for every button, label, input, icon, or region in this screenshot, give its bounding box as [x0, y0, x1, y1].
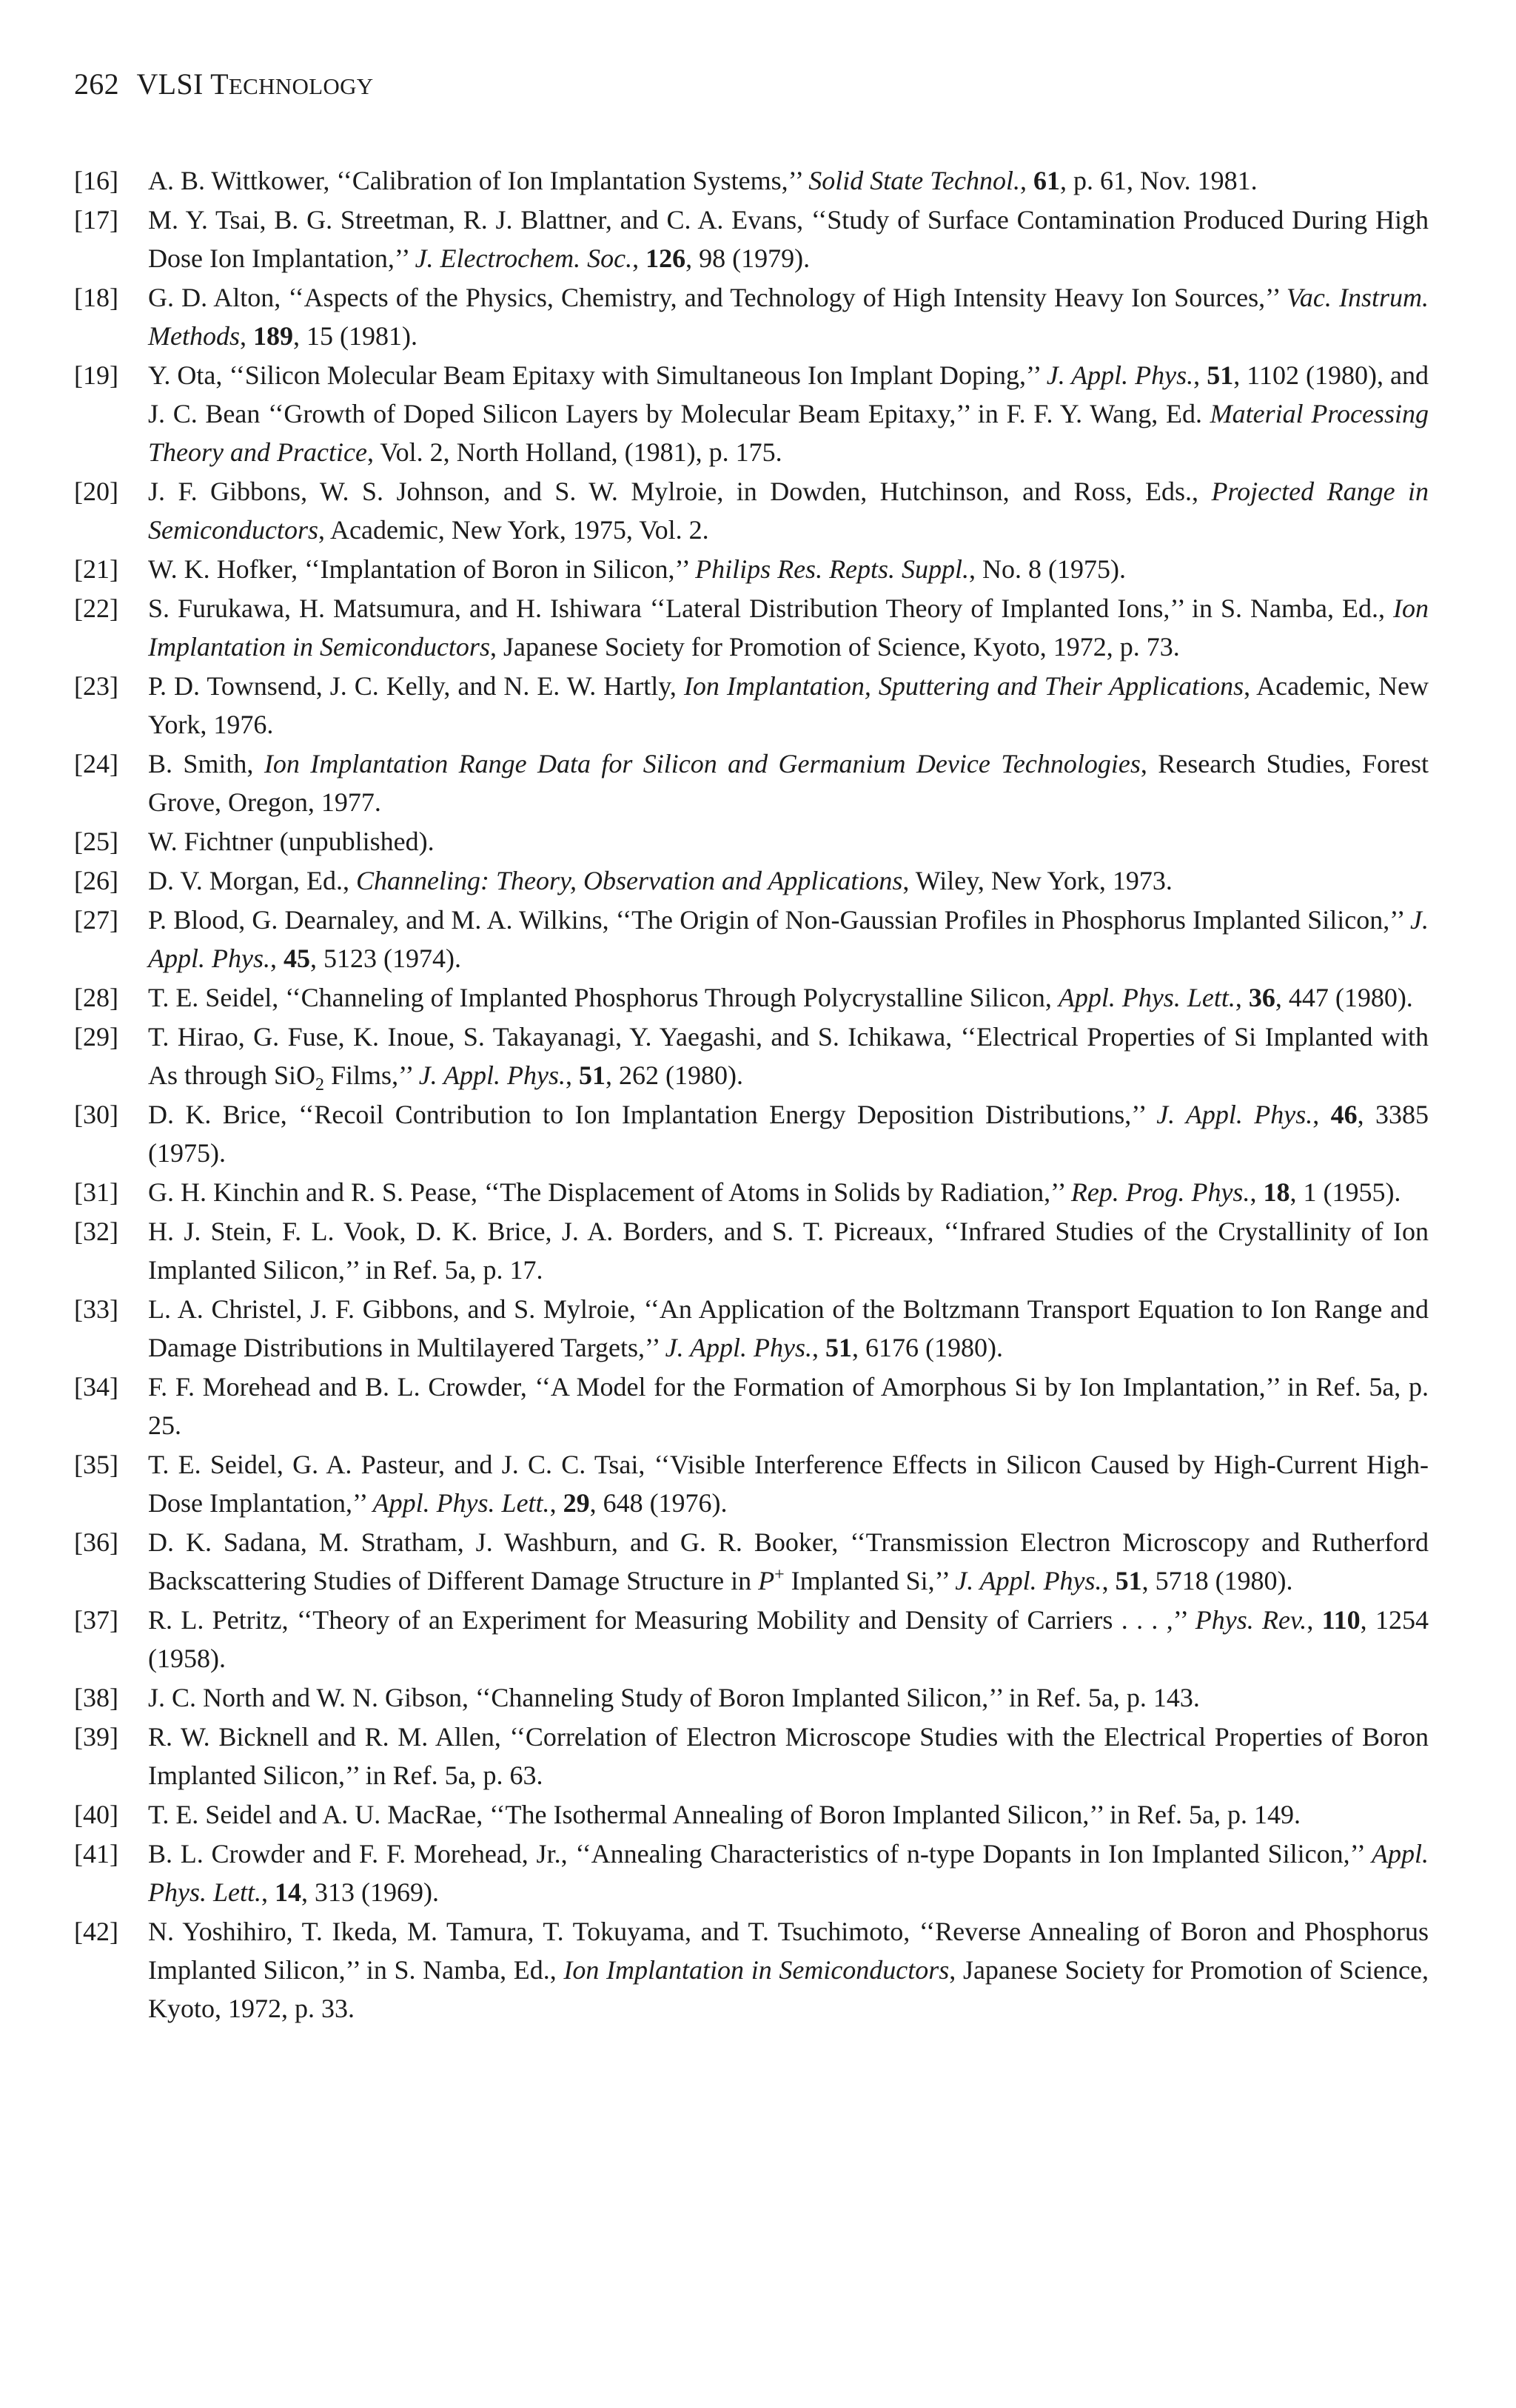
running-title-initial: T	[210, 67, 229, 101]
reference-list	[74, 161, 1429, 2028]
reference-italic-text: J. Appl. Phys.	[1156, 1100, 1313, 1129]
reference-segment: N. Yoshihiro, T. Ikeda, M. Tamura, T. Tokuyama, and T. Tsuchimoto, ‘‘Reverse Annealing of Boron and Phosphorus Implanted Silicon,’’ in S. Namba, Ed.,	[148, 1917, 1429, 1985]
reference-segment: G. D. Alton, ‘‘Aspects of the Physics, Chemistry, and Technology of High Intensity Heavy Ion Sources,’’	[148, 283, 1287, 312]
reference-text	[148, 477, 1429, 545]
reference-text	[148, 1683, 1200, 1712]
reference-text	[148, 905, 1429, 973]
reference-text	[148, 1294, 1429, 1362]
reference-segment: Implanted Si,’’	[784, 1566, 956, 1595]
reference-text	[148, 1722, 1429, 1790]
reference-number: [31]	[74, 1177, 118, 1207]
reference-volume: 51	[1115, 1566, 1142, 1595]
reference-italic-text: J. Electrochem. Soc.	[415, 243, 633, 273]
reference-volume: 29	[563, 1488, 590, 1518]
reference-segment: ,	[1019, 166, 1033, 195]
reference-item	[74, 1601, 1429, 1678]
reference-text	[148, 360, 1429, 467]
reference-italic-text: Ion Implantation in Semiconductors	[563, 1955, 950, 1985]
reference-item	[74, 978, 1429, 1017]
reference-segment: ,	[632, 243, 646, 273]
reference-number: [26]	[74, 866, 118, 895]
reference-text	[148, 283, 1429, 351]
reference-italic-text: Appl. Phys. Lett.	[372, 1488, 550, 1518]
reference-segment: , Japanese Society for Promotion of Science, Kyoto, 1972, p. 73.	[489, 632, 1180, 662]
reference-item	[74, 201, 1429, 278]
reference-volume: 51	[579, 1060, 606, 1090]
reference-number: [37]	[74, 1605, 118, 1635]
reference-number: [20]	[74, 477, 118, 506]
reference-number: [27]	[74, 905, 118, 935]
reference-segment: S. Furukawa, H. Matsumura, and H. Ishiwara ‘‘Lateral Distribution Theory of Implanted Ions,’’ in S. Namba, Ed.,	[148, 593, 1393, 623]
reference-segment: T. E. Seidel, ‘‘Channeling of Implanted Phosphorus Through Polycrystalline Silicon,	[148, 983, 1059, 1012]
reference-italic-text: Phys. Rev.	[1195, 1605, 1307, 1635]
reference-item	[74, 822, 1429, 861]
reference-number: [29]	[74, 1022, 118, 1052]
reference-segment: ,	[1235, 983, 1249, 1012]
page-number: 262	[74, 67, 119, 101]
reference-segment: ,	[1307, 1605, 1322, 1635]
reference-italic-text: Material Processing Theory and Practice	[148, 399, 1429, 467]
reference-item	[74, 1523, 1429, 1600]
reference-segment: , Japanese Society for Promotion of Science, Kyoto, 1972, p. 33.	[148, 1955, 1429, 2023]
reference-item	[74, 1290, 1429, 1367]
reference-segment: ,	[1101, 1566, 1116, 1595]
reference-item	[74, 1834, 1429, 1911]
reference-number: [41]	[74, 1839, 118, 1869]
reference-italic-text: Channeling: Theory, Observation and Applications	[356, 866, 903, 895]
reference-number: [39]	[74, 1722, 118, 1752]
reference-text	[148, 1177, 1401, 1207]
reference-item	[74, 1912, 1429, 2028]
reference-text	[148, 593, 1429, 662]
reference-italic-text: Vac. Instrum. Methods	[148, 283, 1429, 351]
reference-text	[148, 1372, 1429, 1440]
reference-segment: , 3385 (1975).	[148, 1100, 1429, 1168]
reference-segment: ,	[269, 944, 284, 973]
reference-italic-text: Projected Range in Semiconductors	[148, 477, 1429, 545]
reference-segment: , 648 (1976).	[589, 1488, 728, 1518]
reference-volume: 126	[645, 243, 686, 273]
reference-text	[148, 1100, 1429, 1168]
reference-item	[74, 472, 1429, 549]
reference-segment: J. C. North and W. N. Gibson, ‘‘Channeling Study of Boron Implanted Silicon,’’ in Ref. 5a, p. 143.	[148, 1683, 1200, 1712]
reference-item	[74, 1018, 1429, 1094]
reference-segment: W. Fichtner (unpublished).	[148, 827, 435, 856]
reference-number: [21]	[74, 554, 118, 584]
reference-number: [35]	[74, 1450, 118, 1479]
reference-number: [34]	[74, 1372, 118, 1402]
reference-volume: 36	[1248, 983, 1275, 1012]
reference-italic-text: J. Appl. Phys.	[955, 1566, 1102, 1595]
reference-segment: , 1 (1955).	[1289, 1177, 1401, 1207]
running-head	[74, 62, 373, 109]
reference-text	[148, 1839, 1429, 1907]
reference-item	[74, 1368, 1429, 1445]
reference-text	[148, 166, 1258, 195]
reference-segment: , 1254 (1958).	[148, 1605, 1429, 1673]
reference-italic-text: J. Appl. Phys.	[665, 1333, 812, 1362]
reference-segment: , Academic, New York, 1975, Vol. 2.	[318, 515, 709, 545]
reference-segment: , Academic, New York, 1976.	[148, 671, 1429, 739]
reference-segment: ,	[1312, 1100, 1331, 1129]
reference-item	[74, 1718, 1429, 1795]
reference-italic-text: J. Appl. Phys.	[1046, 360, 1194, 390]
reference-segment: ,	[811, 1333, 825, 1362]
reference-segment: B. L. Crowder and F. F. Morehead, Jr., ‘‘Annealing Characteristics of n-type Dopants in Ion Implanted Silicon,’’	[148, 1839, 1372, 1869]
reference-segment: , Vol. 2, North Holland, (1981), p. 175.	[366, 437, 782, 467]
reference-number: [28]	[74, 983, 118, 1012]
reference-segment: ,	[239, 321, 253, 351]
reference-segment: B. Smith,	[148, 749, 264, 778]
reference-segment: ,	[566, 1060, 580, 1090]
reference-item	[74, 550, 1429, 588]
reference-text	[148, 1022, 1429, 1095]
reference-item	[74, 1212, 1429, 1289]
reference-segment: Y. Ota, ‘‘Silicon Molecular Beam Epitaxy with Simultaneous Ion Implant Doping,’’	[148, 360, 1047, 390]
reference-item	[74, 356, 1429, 471]
reference-italic-text: Appl. Phys. Lett.	[1058, 983, 1235, 1012]
reference-text	[148, 1527, 1429, 1595]
reference-text	[148, 866, 1173, 895]
reference-number: [40]	[74, 1800, 118, 1829]
reference-number: [23]	[74, 671, 118, 701]
reference-text	[148, 554, 1126, 584]
reference-segment: ,	[1250, 1177, 1264, 1207]
reference-superscript: +	[774, 1565, 785, 1584]
reference-segment: T. E. Seidel, G. A. Pasteur, and J. C. C. Tsai, ‘‘Visible Interference Effects in Silicon Caused by High-Current High-Dose Implantation,’’	[148, 1450, 1429, 1518]
reference-segment: P. Blood, G. Dearnaley, and M. A. Wilkins, ‘‘The Origin of Non-Gaussian Profiles in Phosphorus Implanted Silicon,’’	[148, 905, 1411, 935]
reference-volume: 110	[1321, 1605, 1361, 1635]
reference-volume: 51	[1207, 360, 1234, 390]
reference-segment: , 5718 (1980).	[1141, 1566, 1293, 1595]
reference-number: [25]	[74, 827, 118, 856]
reference-segment: R. L. Petritz, ‘‘Theory of an Experiment for Measuring Mobility and Density of Carriers . . . ,’’	[148, 1605, 1195, 1635]
running-title-rest: ECHNOLOGY	[228, 73, 374, 99]
reference-segment: F. F. Morehead and B. L. Crowder, ‘‘A Model for the Formation of Amorphous Si by Ion Implantation,’’ in Ref. 5a, p. 25.	[148, 1372, 1429, 1440]
reference-segment: G. H. Kinchin and R. S. Pease, ‘‘The Displacement of Atoms in Solids by Radiation,’’	[148, 1177, 1071, 1207]
reference-text	[148, 1800, 1301, 1829]
reference-number: [36]	[74, 1527, 118, 1557]
reference-item	[74, 1678, 1429, 1717]
reference-text	[148, 205, 1429, 273]
reference-segment: M. Y. Tsai, B. G. Streetman, R. J. Blattner, and C. A. Evans, ‘‘Study of Surface Contamination Produced During High Dose Ion Implantation,’’	[148, 205, 1429, 273]
reference-segment: ,	[549, 1488, 563, 1518]
reference-number: [33]	[74, 1294, 118, 1324]
reference-item	[74, 1795, 1429, 1834]
reference-text	[148, 1917, 1429, 2023]
reference-segment: , 1102 (1980), and J. C. Bean ‘‘Growth of Doped Silicon Layers by Molecular Beam Epitaxy,’’ in F. F. Y. Wang, Ed.	[148, 360, 1429, 428]
reference-segment: T. Hirao, G. Fuse, K. Inoue, S. Takayanagi, Y. Yaegashi, and S. Ichikawa, ‘‘Electrical Properties of Si Implanted with As through SiO	[148, 1022, 1429, 1090]
reference-italic-text: Ion Implantation, Sputtering and Their Applications	[683, 671, 1244, 701]
reference-text	[148, 1217, 1429, 1285]
reference-italic-text: Ion Implantation in Semiconductors	[148, 593, 1429, 662]
reference-number: [22]	[74, 593, 118, 623]
reference-number: [17]	[74, 205, 118, 235]
reference-segment: ,	[1193, 360, 1207, 390]
reference-text	[148, 1605, 1429, 1673]
reference-number: [30]	[74, 1100, 118, 1129]
reference-segment: W. K. Hofker, ‘‘Implantation of Boron in Silicon,’’	[148, 554, 696, 584]
reference-segment: D. V. Morgan, Ed.,	[148, 866, 357, 895]
reference-text	[148, 827, 435, 856]
reference-volume: 14	[274, 1877, 301, 1907]
reference-item	[74, 589, 1429, 666]
reference-segment: Films,’’	[324, 1060, 419, 1090]
reference-number: [32]	[74, 1217, 118, 1246]
reference-subscript: 2	[315, 1075, 325, 1095]
reference-volume: 189	[252, 321, 293, 351]
reference-segment: , Research Studies, Forest Grove, Oregon, 1977.	[148, 749, 1429, 817]
reference-segment: D. K. Brice, ‘‘Recoil Contribution to Ion Implantation Energy Deposition Distributions,’’	[148, 1100, 1157, 1129]
reference-segment: , 262 (1980).	[606, 1060, 743, 1090]
reference-item	[74, 667, 1429, 744]
reference-number: [42]	[74, 1917, 118, 1946]
reference-item	[74, 1445, 1429, 1522]
reference-segment: T. E. Seidel and A. U. MacRae, ‘‘The Isothermal Annealing of Boron Implanted Silicon,’’ in Ref. 5a, p. 149.	[148, 1800, 1301, 1829]
reference-text	[148, 983, 1413, 1012]
reference-italic-text: J. Appl. Phys.	[148, 905, 1429, 973]
reference-segment: , 313 (1969).	[301, 1877, 439, 1907]
reference-volume: 61	[1033, 166, 1060, 195]
reference-segment: A. B. Wittkower, ‘‘Calibration of Ion Implantation Systems,’’	[148, 166, 809, 195]
reference-text	[148, 671, 1429, 739]
reference-item	[74, 861, 1429, 900]
reference-item	[74, 901, 1429, 978]
reference-item	[74, 744, 1429, 821]
reference-number: [16]	[74, 166, 118, 195]
reference-text	[148, 1450, 1429, 1518]
reference-item	[74, 278, 1429, 355]
reference-item	[74, 1095, 1429, 1172]
reference-segment: R. W. Bicknell and R. M. Allen, ‘‘Correlation of Electron Microscope Studies with the Electrical Properties of Boron Implanted Silicon,’’ in Ref. 5a, p. 63.	[148, 1722, 1429, 1790]
reference-segment: , Wiley, New York, 1973.	[902, 866, 1173, 895]
reference-item	[74, 161, 1429, 200]
reference-segment: P. D. Townsend, J. C. Kelly, and N. E. W. Hartly,	[148, 671, 684, 701]
reference-volume: 18	[1263, 1177, 1290, 1207]
reference-italic-text: Philips Res. Repts. Suppl.	[695, 554, 970, 584]
reference-volume: 46	[1330, 1100, 1358, 1129]
reference-number: [18]	[74, 283, 118, 312]
reference-segment: H. J. Stein, F. L. Vook, D. K. Brice, J. A. Borders, and S. T. Picreaux, ‘‘Infrared Studies of the Crystallinity of Ion Implanted Silicon,’’ in Ref. 5a, p. 17.	[148, 1217, 1429, 1285]
reference-segment: , 6176 (1980).	[851, 1333, 1003, 1362]
reference-italic-text: Ion Implantation Range Data for Silicon and Germanium Device Technologies	[264, 749, 1141, 778]
reference-number: [24]	[74, 749, 118, 778]
reference-segment: , No. 8 (1975).	[969, 554, 1127, 584]
reference-volume: 51	[825, 1333, 852, 1362]
reference-volume: 45	[283, 944, 310, 973]
reference-number: [38]	[74, 1683, 118, 1712]
reference-text	[148, 749, 1429, 817]
reference-segment: , 5123 (1974).	[309, 944, 461, 973]
reference-segment: , 15 (1981).	[292, 321, 417, 351]
reference-italic-text: Appl. Phys. Lett.	[148, 1839, 1429, 1907]
reference-number: [19]	[74, 360, 118, 390]
reference-segment: , 98 (1979).	[685, 243, 811, 273]
running-title-prefix: VLSI	[136, 67, 204, 101]
reference-item	[74, 1173, 1429, 1211]
reference-segment: L. A. Christel, J. F. Gibbons, and S. Mylroie, ‘‘An Application of the Boltzmann Transport Equation to Ion Range and Damage Distributions in Multilayered Targets,’’	[148, 1294, 1429, 1362]
reference-italic-text: Solid State Technol.	[808, 166, 1020, 195]
reference-segment: ,	[261, 1877, 275, 1907]
reference-segment: , p. 61, Nov. 1981.	[1059, 166, 1258, 195]
reference-italic-text: Rep. Prog. Phys.	[1070, 1177, 1250, 1207]
reference-segment: J. F. Gibbons, W. S. Johnson, and S. W. Mylroie, in Dowden, Hutchinson, and Ross, Eds.,	[148, 477, 1212, 506]
reference-segment: D. K. Sadana, M. Stratham, J. Washburn, and G. R. Booker, ‘‘Transmission Electron Microscopy and Rutherford Backscattering Studies of Different Damage Structure in	[148, 1527, 1429, 1595]
reference-italic-text: P	[758, 1566, 775, 1595]
reference-segment: , 447 (1980).	[1275, 983, 1413, 1012]
reference-italic-text: J. Appl. Phys.	[418, 1060, 566, 1090]
